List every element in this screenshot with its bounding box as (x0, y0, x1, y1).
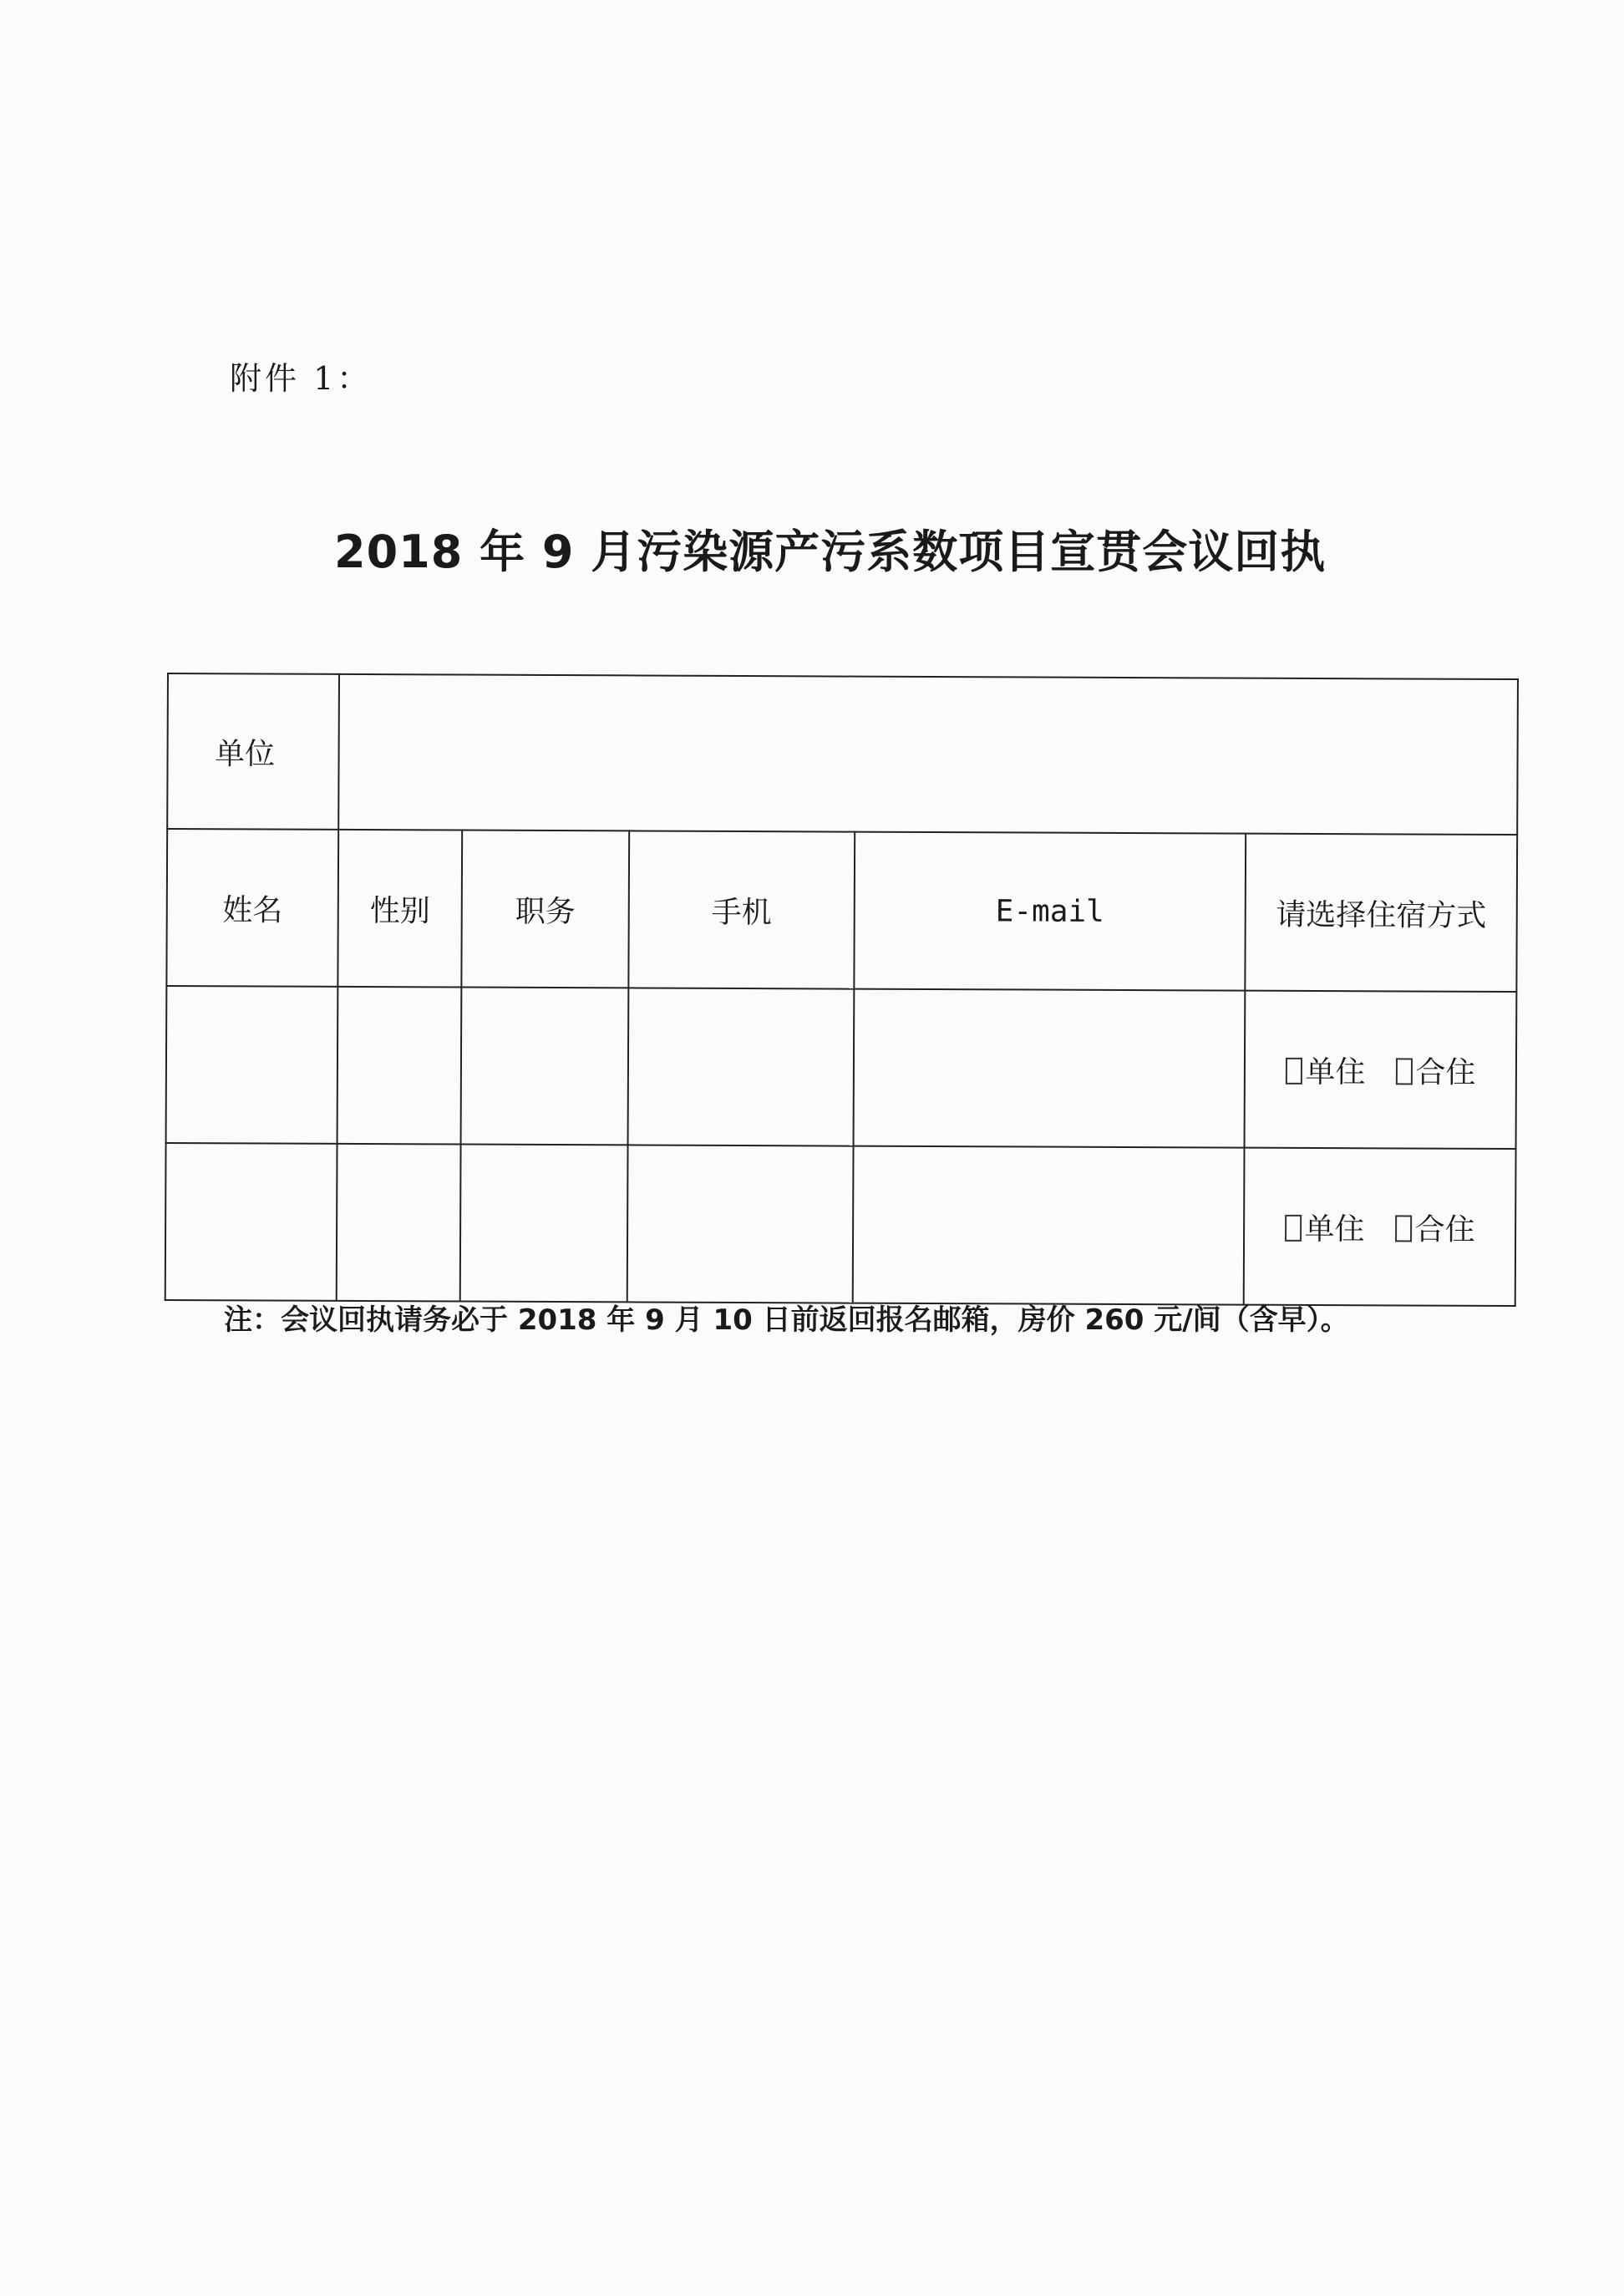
single-room-label: 单住 (1305, 1054, 1366, 1090)
gender-field[interactable] (337, 987, 462, 1145)
shared-room-label: 合住 (1415, 1055, 1476, 1090)
phone-field[interactable] (628, 988, 855, 1145)
single-room-option[interactable] (1285, 1048, 1365, 1090)
header-gender: 性别 (337, 830, 462, 988)
document-title: 2018 年 9 月污染源产污系数项目宣贯会议回执 (334, 526, 1327, 578)
position-field[interactable] (461, 988, 629, 1145)
table-row (165, 1143, 1516, 1306)
deadline-note: 注：会议回执请务必于 2018 年 9 月 10 日前返回报名邮箱，房价 260 元/间（含早）。 (224, 1303, 1349, 1337)
email-field[interactable] (853, 1146, 1245, 1305)
attachment-label: 附件 1： (230, 360, 373, 397)
header-accommodation: 请选择住宿方式 (1245, 834, 1517, 992)
position-field[interactable] (460, 1145, 628, 1303)
shared-room-label: 合住 (1414, 1212, 1475, 1247)
gender-field[interactable] (337, 1144, 461, 1302)
shared-room-option[interactable] (1395, 1206, 1475, 1248)
accommodation-choice (1244, 1148, 1516, 1306)
header-name: 姓名 (166, 829, 338, 987)
unit-row (167, 673, 1518, 835)
table-row (166, 986, 1517, 1149)
single-room-checkbox[interactable] (1285, 1057, 1302, 1084)
registration-form-table (165, 673, 1519, 1307)
header-position: 职务 (461, 831, 629, 988)
email-field[interactable] (854, 989, 1246, 1148)
single-room-option[interactable] (1285, 1205, 1365, 1247)
single-room-label: 单住 (1304, 1211, 1365, 1247)
unit-label: 单位 (167, 673, 339, 830)
phone-field[interactable] (627, 1145, 854, 1303)
shared-room-checkbox[interactable] (1395, 1215, 1412, 1242)
accommodation-choice (1245, 991, 1517, 1149)
single-room-checkbox[interactable] (1285, 1214, 1302, 1241)
header-row (166, 829, 1517, 992)
shared-room-checkbox[interactable] (1395, 1058, 1412, 1085)
unit-value-field[interactable] (338, 674, 1518, 835)
name-field[interactable] (166, 986, 338, 1144)
header-email: E-mail (854, 832, 1246, 991)
name-field[interactable] (165, 1143, 337, 1301)
shared-room-option[interactable] (1395, 1049, 1475, 1091)
header-phone: 手机 (628, 831, 855, 988)
